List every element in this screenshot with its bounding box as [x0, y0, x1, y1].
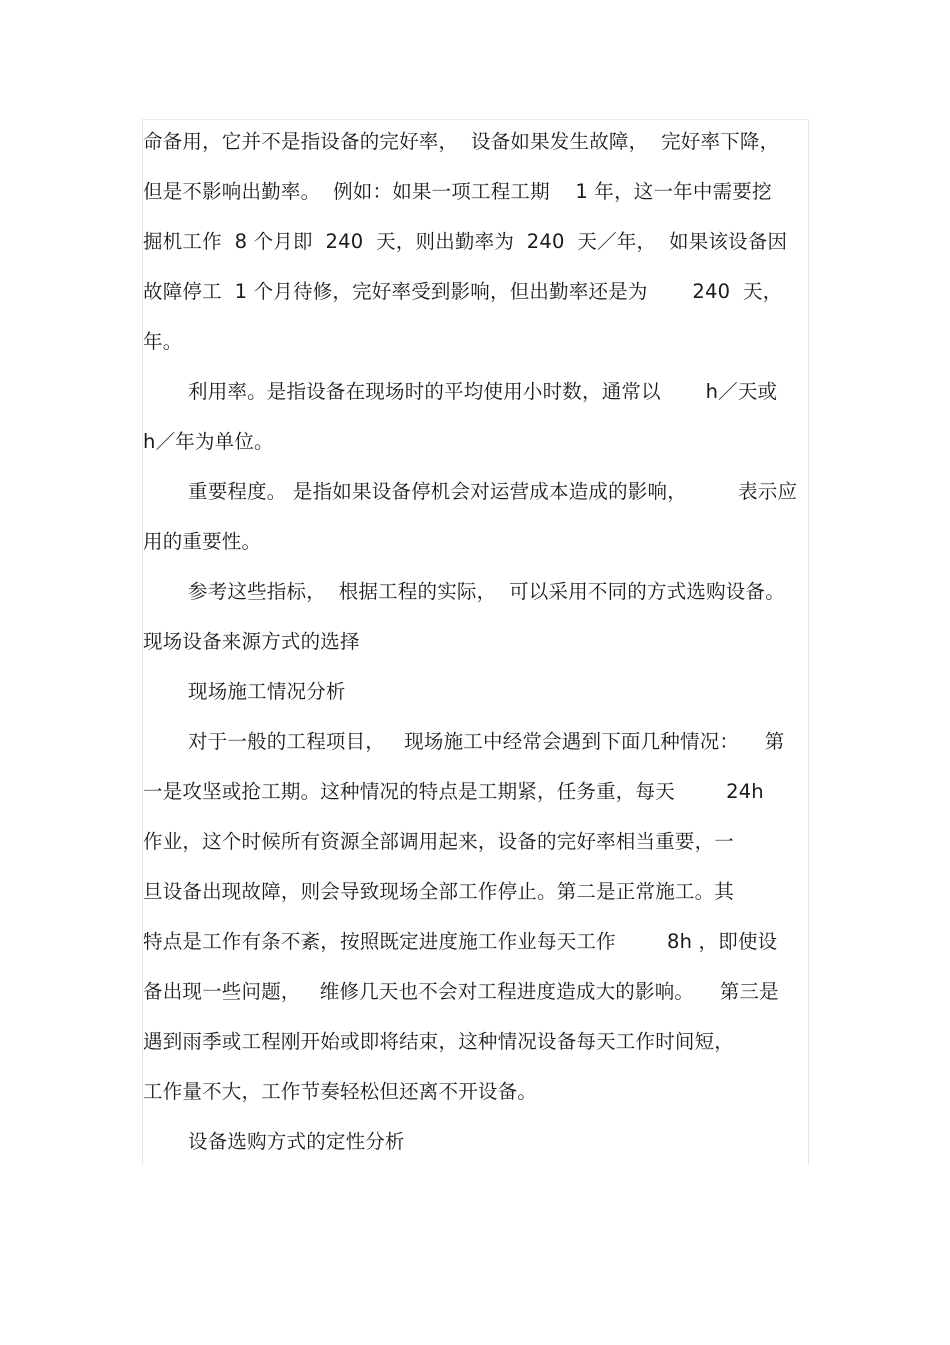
text-line: 旦设备出现故障，则会导致现场全部工作停止。第二是正常施工。其 [143, 880, 735, 903]
paragraph-utilization: 利用率。是指设备在现场时的平均使用小时数，通常以 h／天或 [188, 380, 778, 403]
text-line: 命备用，它并不是指设备的完好率， 设备如果发生故障， 完好率下降， [143, 130, 780, 153]
paragraph-situations: 对于一般的工程项目， 现场施工中经常会遇到下面几种情况： 第 [188, 730, 785, 753]
text-line: 作业，这个时候所有资源全部调用起来，设备的完好率相当重要，一 [143, 830, 735, 853]
text-line: 一是攻坚或抢工期。这种情况的特点是工期紧，任务重，每天 24h [143, 780, 764, 803]
paragraph-reference: 参考这些指标， 根据工程的实际， 可以采用不同的方式选购设备。 [188, 580, 785, 603]
paragraph-importance: 重要程度。 是指如果设备停机会对运营成本造成的影响， 表示应 [188, 480, 798, 503]
text-line: 但是不影响出勤率。 例如：如果一项工程工期 1 年，这一年中需要挖 [143, 180, 772, 203]
text-line: h／年为单位。 [143, 430, 274, 453]
text-line: 特点是工作有条不紊，按照既定进度施工作业每天工作 8h ，即使设 [143, 930, 778, 953]
text-line: 掘机工作 8 个月即 240 天，则出勤率为 240 天／年， 如果该设备因 [143, 230, 788, 253]
text-line: 遇到雨季或工程刚开始或即将结束，这种情况设备每天工作时间短， [143, 1030, 735, 1053]
document-body [143, 123, 808, 1173]
text-line: 用的重要性。 [143, 530, 262, 553]
section-heading: 现场设备来源方式的选择 [143, 630, 360, 653]
subsection-heading: 设备选购方式的定性分析 [188, 1130, 405, 1153]
text-line: 备出现一些问题， 维修几天也不会对工程进度造成大的影响。 第三是 [143, 980, 779, 1003]
text-line: 故障停工 1 个月待修，完好率受到影响，但出勤率还是为 240 天， [143, 280, 783, 303]
subsection-heading: 现场施工情况分析 [188, 680, 346, 703]
text-line: 工作量不大，工作节奏轻松但还离不开设备。 [143, 1080, 538, 1103]
text-line: 年。 [143, 330, 183, 353]
